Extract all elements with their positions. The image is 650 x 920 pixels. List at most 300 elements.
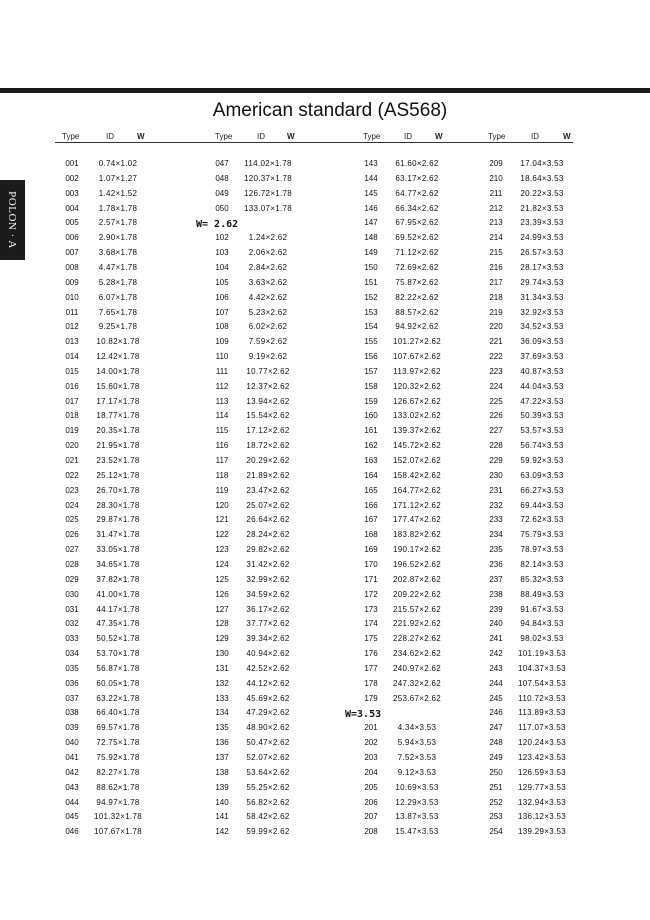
size-cell: 28.24×2.62 <box>246 530 290 540</box>
type-cell: 129 <box>215 634 229 644</box>
header-id: ID <box>257 132 265 141</box>
header-rule <box>55 142 573 143</box>
type-cell: 252 <box>489 797 503 807</box>
size-cell: 110.72×3.53 <box>518 693 566 703</box>
type-cell: 124 <box>215 559 229 569</box>
type-cell: 015 <box>65 366 79 376</box>
type-cell: 153 <box>364 307 378 317</box>
size-cell: 2.57×1.78 <box>98 218 138 228</box>
size-cell: 2.06×2.62 <box>248 248 288 258</box>
size-cell: 66.27×3.53 <box>520 485 564 495</box>
size-cell: 47.29×2.62 <box>246 708 290 718</box>
type-cell: 108 <box>215 322 229 332</box>
type-cell: 016 <box>65 381 79 391</box>
size-cell: 145.72×2.62 <box>392 441 441 451</box>
size-cell: 58.42×2.62 <box>246 812 290 822</box>
size-cell: 56.87×1.78 <box>96 663 140 673</box>
type-cell: 217 <box>489 277 503 287</box>
type-cell: 209 <box>489 159 503 168</box>
type-cell: 117 <box>215 456 229 465</box>
size-cell: 50.52×1.78 <box>96 634 140 644</box>
type-cell: 112 <box>215 381 229 391</box>
size-cell: 114.02×1.78 <box>244 159 292 168</box>
type-cell: 215 <box>489 248 503 258</box>
size-cell: 101.19×3.53 <box>517 649 566 659</box>
type-cell: 019 <box>65 426 79 436</box>
size-cell: 9.19×2.62 <box>248 352 288 362</box>
size-cell: 12.29×3.53 <box>395 797 439 807</box>
size-cell: 59.92×3.53 <box>520 456 564 465</box>
type-cell: 143 <box>364 159 378 168</box>
type-cell: 202 <box>364 738 378 748</box>
size-cell: 15.60×1.78 <box>96 381 140 391</box>
type-cell: 144 <box>364 173 378 183</box>
type-cell: 178 <box>364 678 378 688</box>
size-cell: 20.22×3.53 <box>520 188 564 198</box>
size-cell: 32.99×2.62 <box>246 574 290 584</box>
type-cell: 213 <box>489 218 503 228</box>
type-cell: 203 <box>364 753 378 762</box>
size-cell: 107.67×1.78 <box>93 827 142 837</box>
size-cell: 13.94×2.62 <box>246 396 290 406</box>
type-cell: 102 <box>215 233 229 243</box>
size-cell: 47.35×1.78 <box>96 619 140 629</box>
type-cell: 131 <box>215 663 229 673</box>
size-cell: 2.84×2.62 <box>248 262 288 272</box>
type-cell: 169 <box>364 545 378 555</box>
size-cell: 133.07×1.78 <box>243 203 292 213</box>
size-cell: 67.95×2.62 <box>395 218 439 228</box>
type-cell: 136 <box>215 738 229 748</box>
type-cell: 240 <box>489 619 503 629</box>
size-cell: 82.14×3.53 <box>520 559 564 569</box>
size-cell: 196.52×2.62 <box>392 559 441 569</box>
type-cell: 145 <box>364 188 378 198</box>
width-group-label: W=3.53 <box>345 709 382 721</box>
size-cell: 17.12×2.62 <box>246 426 290 436</box>
size-cell: 72.69×2.62 <box>395 262 439 272</box>
size-cell: 26.64×2.62 <box>246 515 290 525</box>
size-cell: 126.72×1.78 <box>243 188 292 198</box>
size-cell: 21.95×1.78 <box>96 441 140 451</box>
type-cell: 146 <box>364 203 378 213</box>
header-type: Type <box>215 132 233 141</box>
type-cell: 125 <box>215 574 229 584</box>
size-cell: 23.52×1.78 <box>96 456 140 465</box>
type-cell: 243 <box>489 663 503 673</box>
size-cell: 72.62×3.53 <box>520 515 564 525</box>
size-cell: 113.89×3.53 <box>518 708 566 718</box>
type-cell: 249 <box>489 753 503 762</box>
size-cell: 164.77×2.62 <box>392 485 441 495</box>
type-cell: 151 <box>364 277 378 287</box>
type-cell: 147 <box>364 218 378 228</box>
type-cell: 174 <box>364 619 378 629</box>
type-cell: 022 <box>65 470 79 480</box>
size-cell: 129.77×3.53 <box>517 782 566 792</box>
type-cell: 154 <box>364 322 378 332</box>
size-cell: 25.12×1.78 <box>96 470 140 480</box>
size-cell: 10.77×2.62 <box>246 366 290 376</box>
type-cell: 113 <box>215 396 229 406</box>
size-cell: 50.39×3.53 <box>520 411 564 421</box>
size-cell: 91.67×3.53 <box>520 604 564 614</box>
type-cell: 044 <box>65 797 79 807</box>
size-cell: 52.07×2.62 <box>246 753 290 762</box>
size-cell: 123.42×3.53 <box>517 753 566 762</box>
size-cell: 25.07×2.62 <box>246 500 290 510</box>
type-cell: 009 <box>65 277 79 287</box>
size-cell: 50.47×2.62 <box>246 738 290 748</box>
type-cell: 142 <box>215 827 229 837</box>
size-cell: 69.44×3.53 <box>520 500 564 510</box>
size-cell: 36.17×2.62 <box>246 604 290 614</box>
type-cell: 048 <box>215 173 229 183</box>
size-cell: 6.07×1.78 <box>98 292 138 302</box>
size-cell: 1.42×1.52 <box>98 188 138 198</box>
type-cell: 168 <box>364 530 378 540</box>
type-cell: 229 <box>489 456 503 465</box>
type-cell: 253 <box>489 812 503 822</box>
size-cell: 75.87×2.62 <box>395 277 439 287</box>
size-cell: 177.47×2.62 <box>392 515 441 525</box>
size-cell: 5.23×2.62 <box>248 307 288 317</box>
size-cell: 31.47×1.78 <box>96 530 140 540</box>
type-cell: 027 <box>65 545 79 555</box>
type-cell: 121 <box>215 515 229 525</box>
size-cell: 33.05×1.78 <box>96 545 140 555</box>
header-id: ID <box>531 132 539 141</box>
type-cell: 036 <box>65 678 79 688</box>
size-cell: 40.87×3.53 <box>520 366 564 376</box>
type-cell: 208 <box>364 827 378 837</box>
size-cell: 15.54×2.62 <box>246 411 290 421</box>
size-cell: 139.29×3.53 <box>517 827 566 837</box>
size-cell: 7.59×2.62 <box>248 337 288 347</box>
type-cell: 032 <box>65 619 79 629</box>
type-cell: 110 <box>215 352 229 362</box>
size-cell: 94.97×1.78 <box>96 797 140 807</box>
type-cell: 173 <box>364 604 378 614</box>
size-cell: 88.49×3.53 <box>520 589 564 599</box>
type-cell: 157 <box>364 366 378 376</box>
size-cell: 26.70×1.78 <box>96 485 140 495</box>
size-cell: 4.34×3.53 <box>397 723 437 733</box>
type-cell: 012 <box>65 322 79 332</box>
size-cell: 1.78×1.78 <box>98 203 138 213</box>
size-cell: 88.57×2.62 <box>395 307 439 317</box>
size-cell: 136.12×3.53 <box>517 812 566 822</box>
type-cell: 104 <box>215 262 229 272</box>
size-cell: 117.07×3.53 <box>518 723 566 733</box>
type-cell: 122 <box>215 530 229 540</box>
size-cell: 152.07×2.62 <box>392 456 441 465</box>
type-cell: 149 <box>364 248 378 258</box>
type-cell: 040 <box>65 738 79 748</box>
size-cell: 202.87×2.62 <box>392 574 441 584</box>
size-cell: 9.25×1.78 <box>98 322 138 332</box>
size-cell: 183.82×2.62 <box>392 530 441 540</box>
type-cell: 042 <box>65 767 79 777</box>
type-cell: 026 <box>65 530 79 540</box>
type-cell: 231 <box>489 485 503 495</box>
size-cell: 17.04×3.53 <box>520 159 564 168</box>
type-cell: 023 <box>65 485 79 495</box>
size-cell: 120.37×1.78 <box>243 173 292 183</box>
header-w: W <box>287 132 295 141</box>
type-cell: 162 <box>364 441 378 451</box>
size-cell: 37.69×3.53 <box>520 352 564 362</box>
size-cell: 63.09×3.53 <box>520 470 564 480</box>
type-cell: 021 <box>65 456 79 465</box>
size-cell: 82.27×1.78 <box>96 767 140 777</box>
type-cell: 150 <box>364 262 378 272</box>
size-cell: 34.65×1.78 <box>96 559 140 569</box>
size-cell: 56.74×3.53 <box>520 441 564 451</box>
type-cell: 242 <box>489 649 503 659</box>
type-cell: 166 <box>364 500 378 510</box>
type-cell: 172 <box>364 589 378 599</box>
size-cell: 10.82×1.78 <box>96 337 140 347</box>
type-cell: 230 <box>489 470 503 480</box>
size-cell: 44.04×3.53 <box>520 381 564 391</box>
size-cell: 7.65×1.78 <box>98 307 138 317</box>
type-cell: 210 <box>489 173 503 183</box>
size-cell: 104.37×3.53 <box>517 663 566 673</box>
header-w: W <box>563 132 571 141</box>
size-cell: 32.92×3.53 <box>520 307 564 317</box>
size-cell: 94.92×2.62 <box>395 322 439 332</box>
size-cell: 98.02×3.53 <box>520 634 564 644</box>
type-cell: 025 <box>65 515 79 525</box>
type-cell: 165 <box>364 485 378 495</box>
type-cell: 008 <box>65 262 79 272</box>
type-cell: 160 <box>364 411 378 421</box>
type-cell: 228 <box>489 441 503 451</box>
type-cell: 123 <box>215 545 229 555</box>
type-cell: 171 <box>364 574 378 584</box>
type-cell: 176 <box>364 649 378 659</box>
type-cell: 107 <box>215 307 229 317</box>
size-cell: 42.52×2.62 <box>246 663 290 673</box>
type-cell: 116 <box>215 441 229 451</box>
type-cell: 020 <box>65 441 79 451</box>
size-cell: 72.75×1.78 <box>96 738 140 748</box>
size-cell: 5.94×3.53 <box>397 738 437 748</box>
type-cell: 216 <box>489 262 503 272</box>
size-cell: 158.42×2.62 <box>392 470 441 480</box>
size-cell: 18.77×1.78 <box>96 411 140 421</box>
type-cell: 158 <box>364 381 378 391</box>
size-cell: 133.02×2.62 <box>392 411 441 421</box>
type-cell: 248 <box>489 738 503 748</box>
type-cell: 137 <box>215 753 229 762</box>
type-cell: 014 <box>65 352 79 362</box>
size-cell: 12.37×2.62 <box>246 381 290 391</box>
type-cell: 049 <box>215 188 229 198</box>
size-cell: 94.84×3.53 <box>520 619 564 629</box>
size-cell: 24.99×3.53 <box>520 233 564 243</box>
type-cell: 003 <box>65 188 79 198</box>
type-cell: 119 <box>215 485 229 495</box>
type-cell: 127 <box>215 604 229 614</box>
size-cell: 21.89×2.62 <box>246 470 290 480</box>
size-cell: 31.34×3.53 <box>520 292 564 302</box>
size-cell: 66.40×1.78 <box>96 708 140 718</box>
type-cell: 206 <box>364 797 378 807</box>
size-cell: 28.30×1.78 <box>96 500 140 510</box>
type-cell: 135 <box>215 723 229 733</box>
size-cell: 10.69×3.53 <box>395 782 439 792</box>
type-cell: 050 <box>215 203 229 213</box>
type-cell: 161 <box>364 426 378 436</box>
size-cell: 20.29×2.62 <box>246 456 290 465</box>
size-cell: 101.27×2.62 <box>392 337 441 347</box>
header-w: W <box>137 132 145 141</box>
type-cell: 045 <box>65 812 79 822</box>
type-cell: 204 <box>364 767 378 777</box>
type-cell: 224 <box>489 381 503 391</box>
size-cell: 2.90×1.78 <box>98 233 138 243</box>
type-cell: 006 <box>65 233 79 243</box>
type-cell: 018 <box>65 411 79 421</box>
size-cell: 120.24×3.53 <box>517 738 566 748</box>
size-cell: 228.27×2.62 <box>392 634 441 644</box>
size-cell: 5.28×1.78 <box>98 277 138 287</box>
type-cell: 111 <box>215 366 229 376</box>
type-cell: 017 <box>65 396 79 406</box>
type-cell: 047 <box>215 159 229 168</box>
type-cell: 245 <box>489 693 503 703</box>
size-cell: 13.87×3.53 <box>395 812 439 822</box>
size-cell: 69.57×1.78 <box>96 723 140 733</box>
type-cell: 241 <box>489 634 503 644</box>
size-cell: 4.42×2.62 <box>248 292 288 302</box>
size-cell: 20.35×1.78 <box>96 426 140 436</box>
type-cell: 220 <box>489 322 503 332</box>
type-cell: 152 <box>364 292 378 302</box>
size-cell: 28.17×3.53 <box>520 262 564 272</box>
type-cell: 011 <box>65 307 79 317</box>
size-cell: 240.97×2.62 <box>392 663 441 673</box>
type-cell: 133 <box>215 693 229 703</box>
size-cell: 53.57×3.53 <box>520 426 564 436</box>
type-cell: 004 <box>65 203 79 213</box>
size-cell: 55.25×2.62 <box>246 782 290 792</box>
type-cell: 250 <box>489 767 503 777</box>
type-cell: 007 <box>65 248 79 258</box>
type-cell: 141 <box>215 812 229 822</box>
header-id: ID <box>106 132 114 141</box>
size-cell: 37.77×2.62 <box>246 619 290 629</box>
type-cell: 233 <box>489 515 503 525</box>
type-cell: 156 <box>364 352 378 362</box>
size-cell: 14.00×1.78 <box>96 366 140 376</box>
size-cell: 107.67×2.62 <box>392 352 441 362</box>
type-cell: 039 <box>65 723 79 733</box>
type-cell: 155 <box>364 337 378 347</box>
header-id: ID <box>404 132 412 141</box>
type-cell: 132 <box>215 678 229 688</box>
type-cell: 175 <box>364 634 378 644</box>
size-cell: 12.42×1.78 <box>96 352 140 362</box>
type-cell: 103 <box>215 248 229 258</box>
size-cell: 75.79×3.53 <box>520 530 564 540</box>
size-cell: 66.34×2.62 <box>395 203 439 213</box>
size-cell: 18.72×2.62 <box>246 441 290 451</box>
type-cell: 163 <box>364 456 378 465</box>
size-cell: 101.32×1.78 <box>93 812 142 822</box>
type-cell: 164 <box>364 470 378 480</box>
size-cell: 45.69×2.62 <box>246 693 290 703</box>
size-cell: 29.87×1.78 <box>96 515 140 525</box>
type-cell: 138 <box>215 767 229 777</box>
size-cell: 78.97×3.53 <box>520 545 564 555</box>
size-cell: 1.24×2.62 <box>248 233 288 243</box>
width-group-label: W= 2.62 <box>196 219 239 231</box>
type-cell: 041 <box>65 753 79 762</box>
type-cell: 246 <box>489 708 503 718</box>
type-cell: 177 <box>364 663 378 673</box>
header-type: Type <box>488 132 506 141</box>
type-cell: 115 <box>215 426 229 436</box>
type-cell: 214 <box>489 233 503 243</box>
type-cell: 148 <box>364 233 378 243</box>
type-cell: 038 <box>65 708 79 718</box>
size-cell: 85.32×3.53 <box>520 574 564 584</box>
type-cell: 001 <box>65 159 79 168</box>
size-cell: 53.64×2.62 <box>246 767 290 777</box>
size-cell: 132.94×3.53 <box>517 797 566 807</box>
type-cell: 002 <box>65 173 79 183</box>
type-cell: 251 <box>489 782 503 792</box>
size-cell: 113.97×2.62 <box>393 366 441 376</box>
size-cell: 88.62×1.78 <box>96 782 140 792</box>
size-cell: 15.47×3.53 <box>395 827 439 837</box>
size-cell: 23.47×2.62 <box>246 485 290 495</box>
type-cell: 134 <box>215 708 229 718</box>
type-cell: 046 <box>65 827 79 837</box>
size-cell: 47.22×3.53 <box>520 396 564 406</box>
type-cell: 205 <box>364 782 378 792</box>
type-cell: 109 <box>215 337 229 347</box>
size-cell: 21.82×3.53 <box>520 203 564 213</box>
size-cell: 221.92×2.62 <box>392 619 441 629</box>
type-cell: 005 <box>65 218 79 228</box>
size-cell: 6.02×2.62 <box>248 322 288 332</box>
type-cell: 030 <box>65 589 79 599</box>
type-cell: 128 <box>215 619 229 629</box>
type-cell: 105 <box>215 277 229 287</box>
type-cell: 029 <box>65 574 79 584</box>
type-cell: 225 <box>489 396 503 406</box>
size-cell: 9.12×3.53 <box>397 767 437 777</box>
size-cell: 31.42×2.62 <box>246 559 290 569</box>
size-cell: 26.57×3.53 <box>520 248 564 258</box>
type-cell: 234 <box>489 530 503 540</box>
type-cell: 179 <box>364 693 378 703</box>
type-cell: 106 <box>215 292 229 302</box>
size-cell: 48.90×2.62 <box>246 723 290 733</box>
type-cell: 239 <box>489 604 503 614</box>
type-cell: 218 <box>489 292 503 302</box>
type-cell: 033 <box>65 634 79 644</box>
type-cell: 237 <box>489 574 503 584</box>
size-cell: 23.39×3.53 <box>520 218 564 228</box>
side-tab-label: POLON · A <box>6 191 18 249</box>
size-cell: 63.22×1.78 <box>96 693 140 703</box>
type-cell: 120 <box>215 500 229 510</box>
